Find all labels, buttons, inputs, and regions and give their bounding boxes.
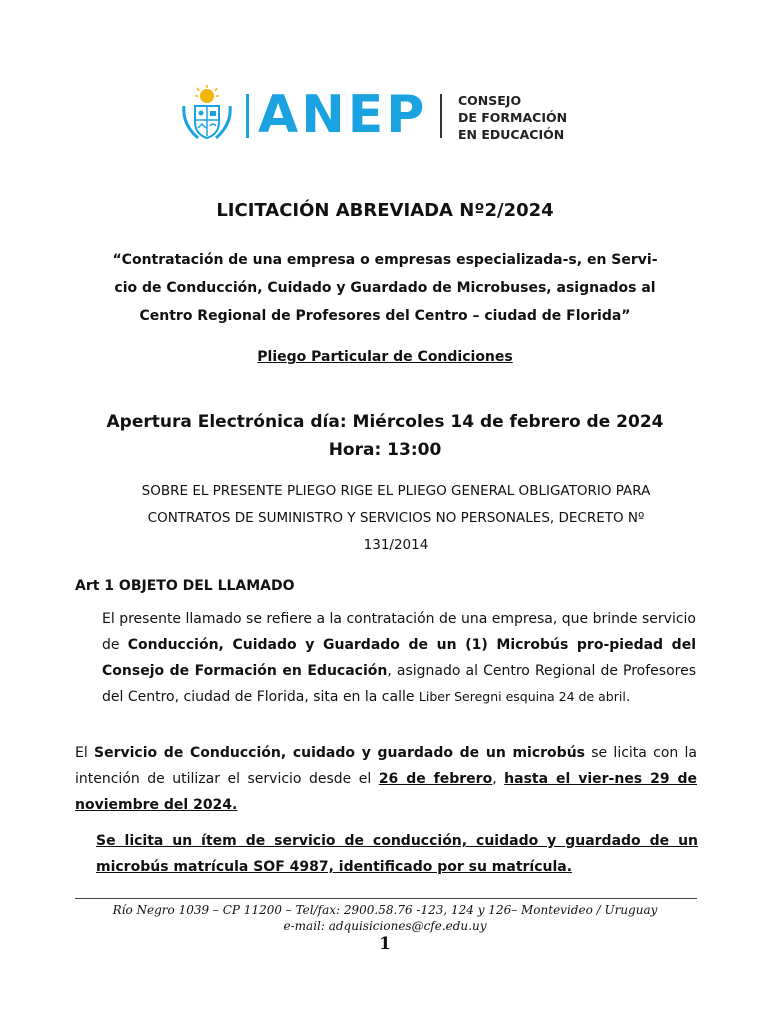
footer-contact: Río Negro 1039 – CP 11200 – Tel/fax: 2900.58.76 -123, 124 y 126– Montevideo / Uruguay e-mail: adquisiciones@cfe.edu.uy (112, 903, 658, 933)
logo-divider (246, 94, 249, 138)
page-number: 1 (379, 934, 391, 954)
section-heading-pliego: Pliego Particular de Condiciones (257, 349, 513, 365)
document-title: LICITACIÓN ABREVIADA Nº2/2024 (216, 200, 554, 221)
header-logo (176, 84, 576, 146)
footer-divider (75, 898, 697, 899)
service-period-paragraph: El Servicio de Conducción, cuidado y guardado de un microbús se licita con la intención de utilizar el servicio desde el 26 de febrero, hasta el vier-nes 29 de noviembre del 2024. (75, 745, 698, 813)
article-1-heading: Art 1 OBJETO DEL LLAMADO (75, 578, 295, 594)
item-description-paragraph: Se licita un ítem de servicio de conducción, cuidado y guardado de un microbús matrícula SOF 4987, identificado por su matrícula. (96, 833, 698, 875)
logo-divider-2 (440, 94, 442, 138)
general-conditions-notice: SOBRE EL PRESENTE PLIEGO RIGE EL PLIEGO GENERAL OBLIGATORIO PARA CONTRATOS DE SUMINISTRO Y SERVICIOS NO PERSONALES, DECRETO Nº 131/2014 (141, 483, 651, 553)
tender-subject: “Contratación de una empresa o empresas especializada-s, en Servi- cio de Conducción, Cuidado y Guardado de Microbuses, asignados al Centro Regional de Profesores del Centro – ciudad de Florida” (112, 252, 658, 324)
council-name: CONSEJO DE FORMACIÓN EN EDUCACIÓN (458, 93, 568, 142)
article-1-paragraph: El presente llamado se refiere a la contratación de una empresa, que brinde servicio de Conducción, Cuidado y Guardado de un (1) Microbús pro-piedad del Consejo de Formación en Educación, asignado al Centro Regional de Profesores del Centro, ciudad de Florida, sita en la calle Liber Seregni esquina 24 de abril. (102, 611, 696, 705)
uruguay-coat-of-arms-icon (176, 84, 238, 146)
opening-date: Apertura Electrónica día: Miércoles 14 de febrero de 2024 Hora: 13:00 (106, 412, 664, 460)
anep-wordmark: ANEP (258, 85, 428, 145)
